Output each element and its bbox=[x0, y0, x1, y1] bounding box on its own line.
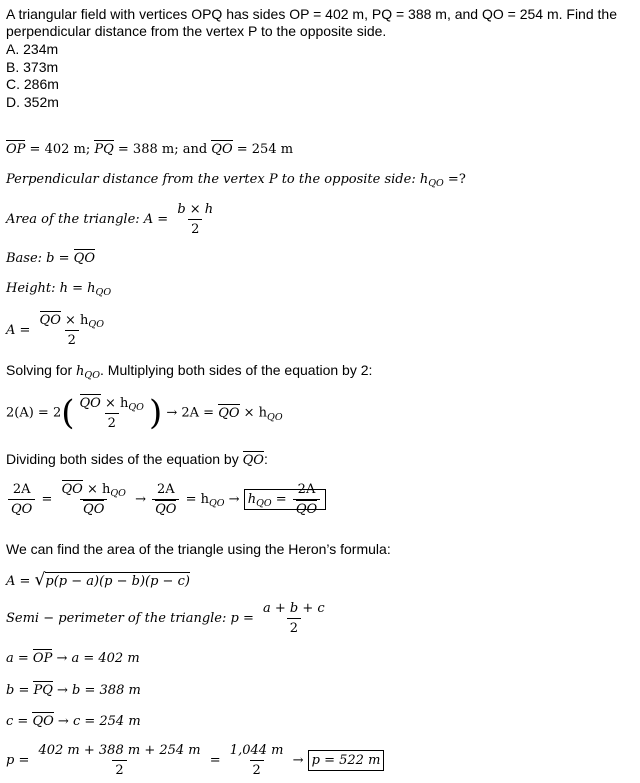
area-formula: Area of the triangle: A = $\frac{b \times h}{2}$ bbox=[6, 202, 218, 237]
dividing-text: Dividing both sides of the equation by QO: bbox=[6, 451, 268, 468]
solving-text: Solving for $h_{QO}$. Multiplying both sides of the equation by 2: bbox=[6, 362, 373, 381]
boxed-p-result: p = 522 m bbox=[308, 750, 385, 771]
option-b: B. 373m bbox=[6, 58, 59, 75]
fraction: $\frac{QO \times h_{QO}}{QO}$ bbox=[61, 482, 126, 517]
qo-overline: QO bbox=[211, 142, 233, 157]
p-line: p = $\frac{402 m + 388 m + 254 m}{2}$ = $\frac{1,044 m}{2}$ → p = 522 m bbox=[6, 743, 384, 778]
right-paren: ) bbox=[148, 393, 163, 433]
fraction: $\frac{QO \times h_{QO}}{2}$ bbox=[39, 313, 104, 348]
answer-options bbox=[6, 41, 59, 111]
fraction: $\frac{2A}{QO}$ bbox=[152, 482, 179, 517]
heron-text: We can find the area of the triangle using the Heron’s formula: bbox=[6, 541, 391, 557]
fraction: $\frac{402 m + 388 m + 254 m}{2}$ bbox=[38, 743, 201, 778]
question-text: A triangular field with vertices OPQ has sides OP = 402 m, PQ = 388 m, and QO = 254 m. Find the perpendicular distance from the vertex P to the opposite side. bbox=[6, 6, 617, 39]
givens-line: OP = 402 m; PQ = 388 m; and QO = 254 m bbox=[6, 142, 294, 157]
option-c: C. 286m bbox=[6, 76, 59, 92]
b-line: b = PQ → b = 388 m bbox=[6, 683, 141, 698]
multiply-equation: 2(A) = 2( $\frac{QO \times h_{QO}}{2}$ ) → 2A = QO × $h_{QO}$ bbox=[6, 393, 283, 433]
option-a: A. 234m bbox=[6, 41, 59, 57]
fraction: $\frac{a + b + c}{2}$ bbox=[263, 601, 325, 636]
heron-equation: A = √p(p − a)(p − b)(p − c) bbox=[6, 570, 190, 590]
fraction: $\frac{1,044 m}{2}$ bbox=[229, 743, 284, 778]
semi-perimeter-formula: Semi − perimeter of the triangle: p = $\frac{a + b + c}{2}$ bbox=[6, 601, 330, 636]
fraction: $\frac{QO \times h_{QO}}{2}$ bbox=[79, 395, 144, 431]
height-line: Height: $h = h_{QO}$ bbox=[6, 281, 112, 298]
square-root: √p(p − a)(p − b)(p − c) bbox=[34, 570, 190, 590]
pq-overline: PQ bbox=[94, 142, 114, 157]
op-overline: OP bbox=[6, 142, 26, 157]
a-line: a = OP → a = 402 m bbox=[6, 651, 140, 666]
base-line: Base: b = QO bbox=[6, 251, 95, 266]
radical-sign: √ bbox=[34, 570, 46, 590]
option-d: D. 352m bbox=[6, 93, 59, 110]
find-line: Perpendicular distance from the vertex P to the opposite side: $h_{QO}$ =? bbox=[6, 172, 466, 189]
c-line: c = QO → c = 254 m bbox=[6, 714, 141, 729]
fraction: $\frac{b \times h}{2}$ bbox=[177, 202, 214, 237]
fraction: $\frac{2A}{QO}$ bbox=[293, 482, 320, 517]
boxed-result: $h_{QO}$ = $\frac{2A}{QO}$ bbox=[244, 489, 326, 510]
area-substituted: A = $\frac{QO \times h_{QO}}{2}$ bbox=[6, 313, 109, 348]
divide-equation: $\frac{2A}{QO}$ = $\frac{QO \times h_{QO}}{QO}$ → $\frac{2A}{QO}$ = $h_{QO} \to h_{QO}$ = $\frac{2A}{QO}$ bbox=[6, 482, 326, 517]
fraction: $\frac{2A}{QO}$ bbox=[8, 482, 35, 517]
left-paren: ( bbox=[61, 393, 75, 433]
